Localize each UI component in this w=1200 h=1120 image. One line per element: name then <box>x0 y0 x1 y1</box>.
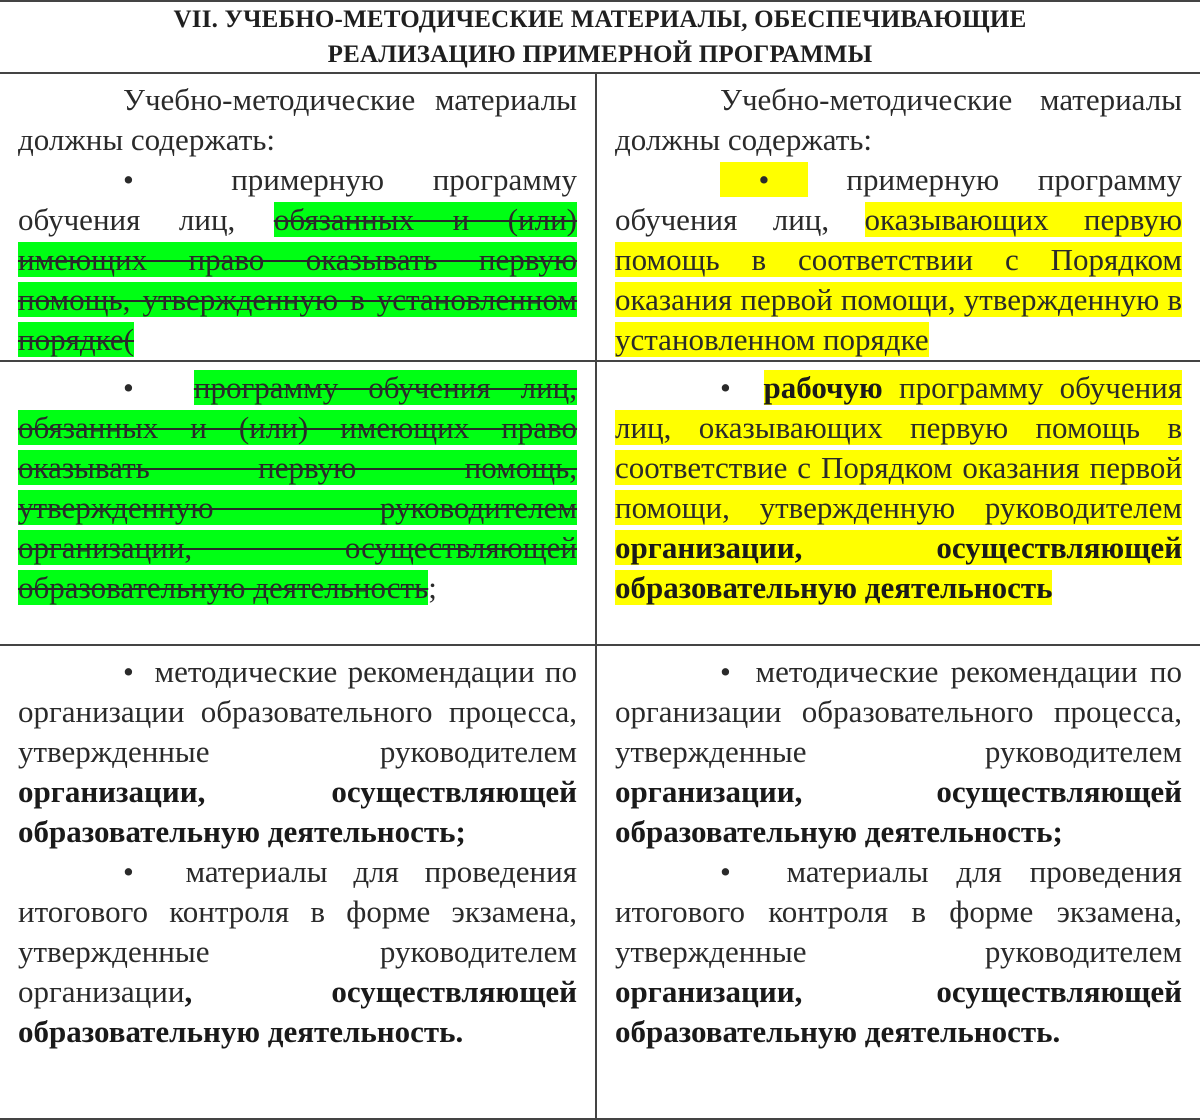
left-item-3-text: методические рекомендации по организации образовательного процесса, утвержденные руководителем <box>18 654 577 769</box>
left-cell-2 <box>0 361 596 645</box>
bullet-icon: • <box>720 854 787 889</box>
left-item-2 <box>18 368 577 608</box>
left-item-3-bold: организации, осуществляющей образовательную деятельность; <box>18 774 577 849</box>
left-item-2-deleted: программу обучения лиц, обязанных и (или) имеющих право оказывать первую помощь, утвержденную руководителем организации, осуществляющей образовательную деятельность <box>18 370 577 605</box>
bullet-icon: • <box>123 854 186 889</box>
right-cell-3 <box>596 645 1200 1119</box>
right-item-3 <box>615 652 1182 852</box>
right-item-4-text: материалы для проведения итогового контроля в форме экзамена, утвержденные руководителем <box>615 854 1183 969</box>
right-item-1 <box>615 160 1182 360</box>
left-cell-3 <box>0 645 596 1119</box>
bullet-icon: • <box>123 654 155 689</box>
right-item-3-bold: организации, осуществляющей образовательную деятельность; <box>615 774 1183 849</box>
left-item-4-bold: , осуществляющей образовательную деятельность. <box>18 974 577 1049</box>
right-intro: Учебно-методические материалы должны содержать: <box>615 82 1183 157</box>
left-item-3 <box>18 652 577 852</box>
right-item-3-text: методические рекомендации по организации образовательного процесса, утвержденные руководителем <box>615 654 1183 769</box>
left-item-1 <box>18 160 577 360</box>
right-item-2-bold2: организации, осуществляющей образовательную деятельность <box>615 530 1183 605</box>
left-item-1-deleted: обязанных и (или) имеющих право оказывать первую помощь, утвержденную в установленном порядке( <box>18 202 577 357</box>
right-cell-2 <box>596 361 1200 645</box>
right-item-1-added: оказывающих первую помощь в соответствии с Порядком оказания первой помощи, утвержденную в установленном порядке <box>615 202 1183 357</box>
section-header <box>0 1 1200 73</box>
section-header-line1: VII. УЧЕБНО-МЕТОДИЧЕСКИЕ МАТЕРИАЛЫ, ОБЕСПЕЧИВАЮЩИЕ <box>173 6 1027 33</box>
bullet-icon: • <box>123 162 232 197</box>
left-intro: Учебно-методические материалы должны содержать: <box>18 82 577 157</box>
right-item-2-text: программу обучения лиц, оказывающих первую помощь в соответствие с Порядком оказания первой помощи, утвержденную руководителем <box>615 370 1183 525</box>
right-item-1-text: примерную программу обучения лиц, <box>615 162 1183 237</box>
bullet-icon: • <box>720 370 764 405</box>
left-item-2-tail: ; <box>428 570 437 605</box>
bullet-icon: • <box>720 162 808 197</box>
right-item-2-bold1: рабочую <box>763 370 883 405</box>
left-cell-1 <box>0 73 596 361</box>
left-item-4-text: материалы для проведения итогового контроля в форме экзамена, утвержденные руководителем организации <box>18 854 577 1009</box>
left-item-1-text: примерную программу обучения лиц, <box>18 162 577 237</box>
right-item-4-bold: организации, осуществляющей образовательную деятельность. <box>615 974 1183 1049</box>
right-cell-1 <box>596 73 1200 361</box>
bullet-icon: • <box>123 370 194 405</box>
section-header-line2: РЕАЛИЗАЦИЮ ПРИМЕРНОЙ ПРОГРАММЫ <box>327 41 873 68</box>
left-item-4 <box>18 852 577 1052</box>
bullet-icon: • <box>720 654 756 689</box>
right-item-2 <box>615 368 1182 608</box>
right-item-4 <box>615 852 1182 1052</box>
